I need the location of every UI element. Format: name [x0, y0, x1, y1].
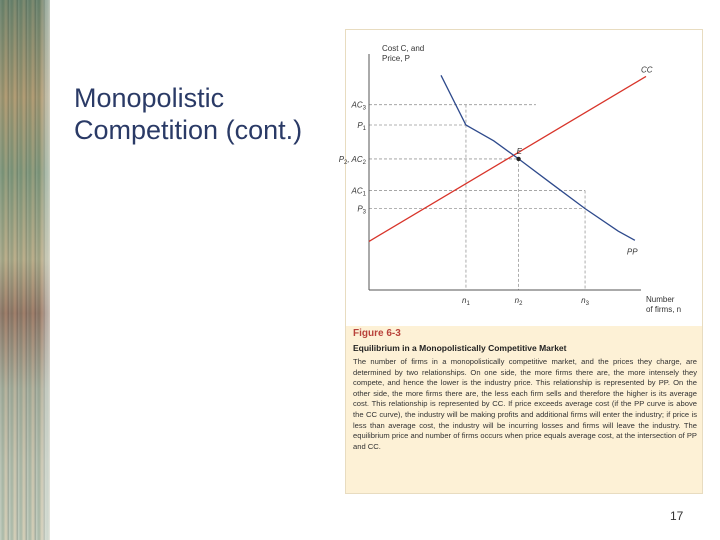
x-axis-title-line1: Number [646, 295, 675, 304]
y-tick-label-0: $AC_3$ [351, 100, 366, 112]
slide-title-line2: Competition (cont.) [74, 115, 303, 145]
x-axis-title-line2: of firms, n [646, 305, 682, 314]
slide-title [74, 82, 302, 146]
photo-strip-fade [40, 0, 58, 540]
equilibrium-point [516, 157, 520, 161]
x-tick-label-n3: $n_3$ [581, 296, 589, 307]
page-number: 17 [670, 509, 684, 523]
slide-title-line1: Monopolistic [74, 83, 225, 113]
figure-panel [338, 29, 703, 494]
y-tick-label-1: $P_1$ [357, 121, 366, 133]
curve-label-pp: PP [626, 247, 638, 257]
y-tick-label-2: $P_2$, $AC_2$ [338, 154, 366, 166]
y-tick-label-3: $AC_1$ [351, 186, 366, 198]
figure-title: Equilibrium in a Monopolistically Competitive Market [353, 343, 567, 353]
figure-number: Figure 6-3 [353, 328, 401, 339]
figure-caption-text: The number of firms in a monopolistically competitive market, and the prices they charge, are determined by two relationships. On one side, the more firms there are, the more intensely they compete, and hence the lower is the industry price. This relationship is represented by PP. On the other side, the more firms there are, the less each firm sells and therefore the higher is its average cost. This relationship is represented by CC. If price exceeds average cost (if the PP curve is above the CC curve), the industry will be making profits and additional firms will enter the industry; if price is less than average cost, the industry will be incurring losses and firms will leave the industry. The equilibrium price and number of firms occurs when price equals average cost, at the intersection of PP and CC. [353, 357, 697, 451]
y-axis-title-line1: Cost C, and [382, 44, 425, 53]
equilibrium-label: E [516, 146, 522, 156]
x-tick-label-n1: $n_1$ [462, 296, 470, 307]
x-tick-label-n2: $n_2$ [514, 296, 523, 307]
figure-caption [353, 328, 697, 452]
y-axis-title-line2: Price, P [382, 54, 411, 63]
y-tick-label-4: $P_3$ [357, 204, 366, 216]
equilibrium-diagram [338, 30, 702, 326]
curve-label-cc: CC [641, 65, 653, 75]
